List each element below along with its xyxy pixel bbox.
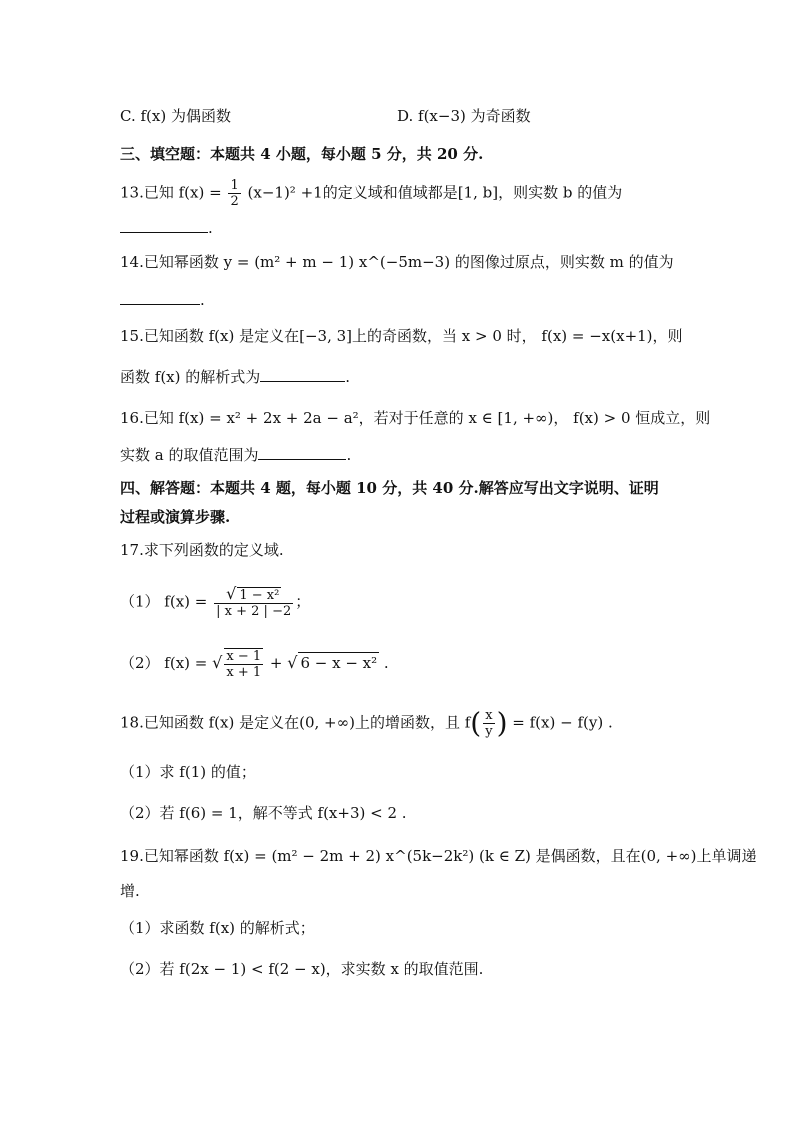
question-13: 13.已知 f(x) = $\frac{1}{2}$ (x−1)² +1的定义域和值域都是[1, b]，则实数 b 的值为 xyxy=(120,178,623,209)
q17-part-1: （1） f(x) = $\frac{\text{√ 1 − x²}}{| x + 2 | -2}$ ； xyxy=(120,584,311,619)
question-17: 17.求下列函数的定义域. xyxy=(120,541,284,559)
question-18: 18.已知函数 f(x) 是定义在(0, +∞)上的增函数，且 f( $\frac{x}{y}$ ) = f(x) − f(y) . xyxy=(120,706,613,740)
option-c: C. f(x) 为偶函数 xyxy=(120,107,231,125)
question-16-cont: 实数 a 的取值范围为 . xyxy=(120,446,352,464)
q18-part-2: （2）若 f(6) = 1，解不等式 f(x+3) < 2 . xyxy=(120,804,407,822)
question-19-cont: 增. xyxy=(120,882,140,900)
question-15: 15.已知函数 f(x) 是定义在[−3, 3]上的奇函数，当 x > 0 时， f(x) = −x(x+1)，则 xyxy=(120,327,683,345)
q13-half-fraction: $\frac{1}{2}$ xyxy=(230,178,239,209)
q17-part-2: （2） f(x) = √ $\frac{x - 1}{x + 1}$ + √ 6 − x − x² . xyxy=(120,649,389,680)
option-d: D. f(x−3) 为奇函数 xyxy=(397,107,531,125)
q19-part-1: （1）求函数 f(x) 的解析式； xyxy=(120,919,315,937)
q15-answer-blank[interactable] xyxy=(260,367,345,382)
section-4-heading-cont: 过程或演算步骤. xyxy=(120,508,231,526)
question-16: 16.已知 f(x) = x² + 2x + 2a − a²，若对于任意的 x ∈ [1, +∞)， f(x) > 0 恒成立，则 xyxy=(120,409,711,427)
question-19: 19.已知幂函数 f(x) = (m² − 2m + 2) x^(5k−2k²) (k ∈ Z) 是偶函数，且在(0, +∞)上单调递 xyxy=(120,847,757,865)
question-15-cont: 函数 f(x) 的解析式为 . xyxy=(120,368,351,386)
q13-answer-blank[interactable]: . xyxy=(120,218,213,238)
q16-answer-blank[interactable] xyxy=(258,445,346,460)
section-3-heading: 三、填空题：本题共 4 小题，每小题 5 分，共 20 分. xyxy=(120,145,484,163)
q18-part-1: （1）求 f(1) 的值； xyxy=(120,763,256,781)
q19-part-2: （2）若 f(2x − 1) < f(2 − x)，求实数 x 的取值范围. xyxy=(120,960,484,978)
q14-answer-blank[interactable]: . xyxy=(120,290,205,310)
question-14: 14.已知幂函数 y = (m² + m − 1) x^(−5m−3) 的图像过原点，则实数 m 的值为 xyxy=(120,253,674,271)
section-4-heading: 四、解答题：本题共 4 题，每小题 10 分，共 40 分.解答应写出文字说明、证明 xyxy=(120,479,659,497)
